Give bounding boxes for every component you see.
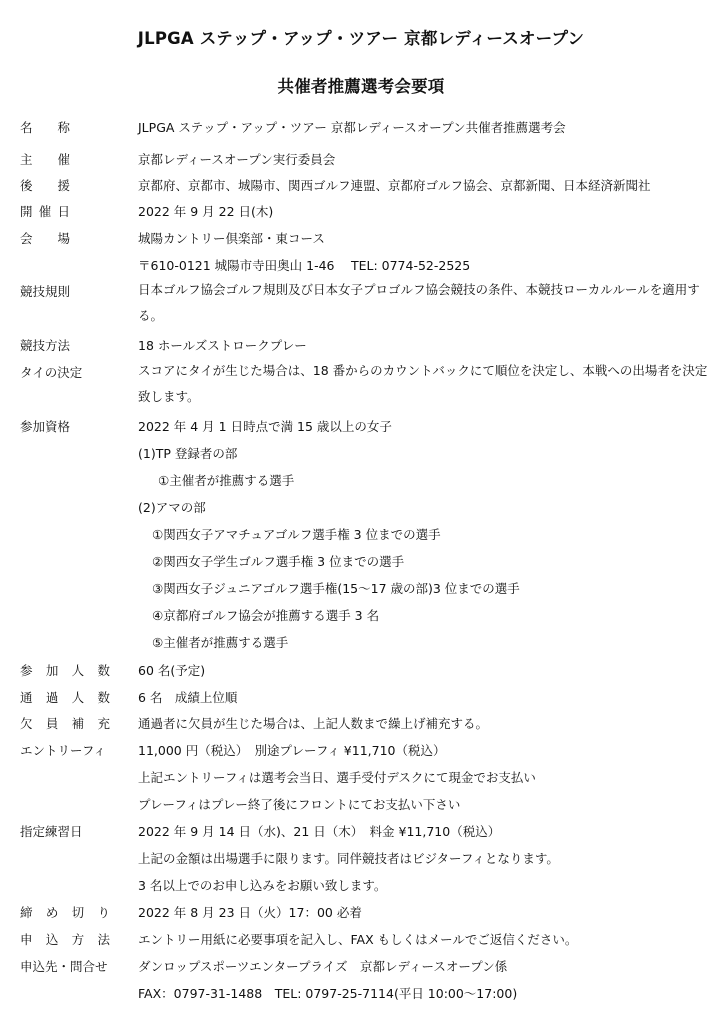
row-label: タイの決定 — [20, 365, 83, 380]
row-value: 京都府、京都市、城陽市、関西ゴルフ連盟、京都府ゴルフ協会、京都新聞、日本経済新聞社 — [138, 178, 651, 193]
row-value: 日本ゴルフ協会ゴルフ規則及び日本女子プロゴルフ協会競技の条件、本競技ローカルルールを適用する。 — [138, 282, 700, 323]
row-label: 競技規則 — [20, 284, 71, 299]
row-label: エントリーフィ — [20, 743, 106, 758]
row-value: 18 ホールズストロークプレー — [138, 338, 307, 353]
eligibility-tp-heading: (1)TP 登録者の部 — [138, 446, 238, 461]
row-value: ダンロップスポーツエンタープライズ 京都レディースオープン係 — [138, 959, 508, 974]
row-value: 城陽カントリー倶楽部・東コース — [138, 231, 325, 246]
row-value: 京都レディースオープン実行委員会 — [138, 152, 336, 167]
row-label: 申込先・問合せ — [20, 959, 108, 974]
row-label: 参 加 人 数 — [20, 663, 110, 678]
row-label: 会 場 — [20, 231, 70, 246]
eligibility-amateur-item: ②関西女子学生ゴルフ選手権 3 位までの選手 — [152, 554, 405, 569]
row-value: JLPGA ステップ・アップ・ツアー 京都レディースオープン共催者推薦選考会 — [138, 120, 566, 135]
document-subtitle: 共催者推薦選考会要項 — [277, 77, 445, 96]
eligibility-amateur-item: ⑤主催者が推薦する選手 — [152, 635, 289, 650]
row-label: 後 援 — [20, 178, 70, 193]
row-label: 名 称 — [20, 120, 70, 135]
row-value-note: 上記エントリーフィは選考会当日、選手受付デスクにて現金でお支払い — [138, 770, 536, 785]
row-value-phone: FAX：0797-31-1488 TEL: 0797-25-7114(平日 10:00～17:00) — [138, 986, 518, 1001]
row-value: 2022 年 9 月 14 日（水)、21 日（木） 料金 ¥11,710（税込） — [138, 824, 501, 839]
row-value-note: 3 名以上でのお申し込みをお願い致します。 — [138, 878, 387, 893]
row-label: 通 過 人 数 — [20, 690, 110, 705]
row-label: 競技方法 — [20, 338, 71, 353]
row-value: 60 名(予定) — [138, 663, 206, 678]
row-value: エントリー用紙に必要事項を記入し、FAX もしくはメールでご返信ください。 — [138, 932, 578, 947]
row-label: 指定練習日 — [20, 824, 83, 839]
row-value: 6 名 成績上位順 — [138, 690, 238, 705]
eligibility-tp-item: ①主催者が推薦する選手 — [158, 473, 295, 488]
row-label: 開 催 日 — [20, 204, 70, 219]
row-value: 11,000 円（税込） 別途プレーフィ ¥11,710（税込） — [138, 743, 446, 758]
row-value: 通過者に欠員が生じた場合は、上記人数まで繰上げ補充する。 — [138, 716, 489, 731]
row-value: スコアにタイが生じた場合は、18 番からのカウントバックにて順位を決定し、本戦への出場者を決定致します。 — [138, 363, 708, 404]
row-value: 2022 年 9 月 22 日(木) — [138, 204, 274, 219]
row-value: 2022 年 8 月 23 日（火）17：00 必着 — [138, 905, 362, 920]
eligibility-amateur-item: ③関西女子ジュニアゴルフ選手権(15～17 歳の部)3 位までの選手 — [152, 581, 520, 596]
document-title: JLPGA ステップ・アップ・ツアー 京都レディースオープン — [137, 29, 585, 48]
row-label: 参加資格 — [20, 419, 71, 434]
row-value-address: 〒610-0121 城陽市寺田奥山 1-46 TEL: 0774-52-2525 — [138, 258, 471, 273]
row-value: 2022 年 4 月 1 日時点で満 15 歳以上の女子 — [138, 419, 392, 434]
eligibility-amateur-item: ④京都府ゴルフ協会が推薦する選手 3 名 — [152, 608, 380, 623]
row-label: 申 込 方 法 — [20, 932, 110, 947]
eligibility-amateur-heading: (2)アマの部 — [138, 500, 206, 515]
row-label: 欠 員 補 充 — [20, 716, 110, 731]
row-value-note: プレーフィはプレー終了後にフロントにてお支払い下さい — [138, 797, 461, 812]
row-label: 主 催 — [20, 152, 70, 167]
row-label: 締 め 切 り — [20, 905, 110, 920]
row-value-note: 上記の金額は出場選手に限ります。同伴競技者はビジターフィとなります。 — [138, 851, 559, 866]
eligibility-amateur-item: ①関西女子アマチュアゴルフ選手権 3 位までの選手 — [152, 527, 441, 542]
